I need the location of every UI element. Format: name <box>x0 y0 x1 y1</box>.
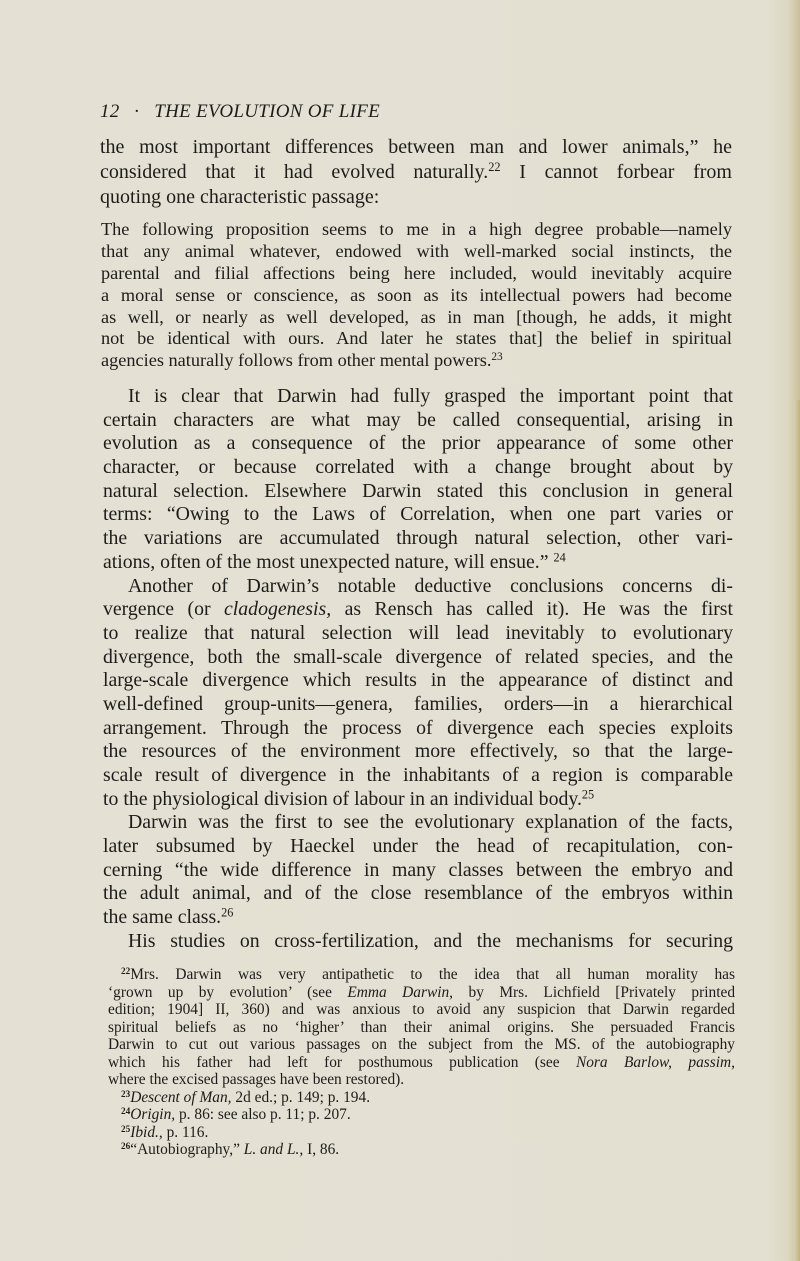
text-line <box>103 669 733 693</box>
text-run: certain characters are what may be called consequential, arising in <box>103 408 733 431</box>
text-run: His studies on cross-fertilization, and the mechanisms for securing <box>128 929 733 952</box>
text-run: the most important differences between man and lower animals,” he <box>100 136 732 158</box>
footnote-line <box>108 1089 735 1107</box>
footnote-reference: 26 <box>121 1140 131 1151</box>
quote-line <box>101 350 732 372</box>
italic-text: Ibid., <box>130 1123 163 1141</box>
quote-line <box>101 263 732 285</box>
paragraph <box>103 930 733 954</box>
text-run: as Rensch has called it). He was the first <box>331 598 733 621</box>
quote-line <box>101 241 732 263</box>
footnote-reference: 24 <box>121 1105 131 1116</box>
text-line <box>103 906 733 930</box>
footnote-line <box>108 1071 735 1089</box>
text-line <box>100 185 732 210</box>
footnote-line <box>108 984 735 1002</box>
footnote-reference: 23 <box>491 351 503 364</box>
running-title: THE EVOLUTION OF LIFE <box>154 101 381 122</box>
text-run: edition; 1904] II, 360) and was anxious to avoid any suspicion that Darwin regarded <box>108 1001 735 1018</box>
text-line <box>103 693 733 717</box>
text-run: Another of Darwin’s notable deductive conclusions concerns di- <box>128 574 733 597</box>
text-run: as well, or nearly as well developed, as in man [though, he adds, it might <box>101 306 732 327</box>
header-separator: · <box>133 101 141 122</box>
quote-line <box>101 219 732 241</box>
text-line <box>103 527 733 551</box>
text-line <box>103 622 733 646</box>
text-run: to realize that natural selection will lead inevitably to evolutionary <box>103 621 733 644</box>
footnote-line <box>108 1054 735 1072</box>
italic-text: Origin, <box>130 1106 176 1123</box>
text-run: the variations are accumulated through natural selection, other vari- <box>103 527 733 550</box>
text-line <box>103 409 733 433</box>
paragraph <box>103 811 733 929</box>
text-line <box>103 835 733 859</box>
continued-paragraph <box>100 135 732 210</box>
footnote <box>108 1089 735 1107</box>
footnote-reference: 23 <box>121 1088 131 1099</box>
text-line <box>103 811 733 835</box>
quote-line <box>101 328 732 350</box>
text-run: by Mrs. Lichfield [Privately printed <box>453 983 736 1001</box>
text-run: spiritual beliefs as no ‘higher’ than their animal origins. She persuaded Francis <box>108 1018 735 1036</box>
paragraph <box>103 575 733 812</box>
text-line <box>103 456 733 480</box>
text-line <box>103 764 733 788</box>
text-line <box>103 930 733 954</box>
running-header <box>100 100 380 124</box>
footnote-line <box>108 1106 735 1124</box>
text-line <box>103 788 733 812</box>
italic-text: Nora Barlow, passim, <box>575 1053 735 1071</box>
text-run: cerning “the wide difference in many classes between the embryo and <box>103 858 733 881</box>
text-run: natural selection. Elsewhere Darwin stated this conclusion in general <box>103 479 733 502</box>
body-text <box>103 385 733 954</box>
text-run: Darwin was the first to see the evolutionary explanation of the facts, <box>128 811 733 834</box>
footnote-reference: 26 <box>221 905 234 920</box>
text-run: character, or because correlated with a change brought about by <box>103 456 733 479</box>
footnote-line <box>108 1019 735 1037</box>
text-run: I, 86. <box>303 1141 340 1158</box>
text-run: which his father had left for posthumous publication (see <box>108 1053 576 1071</box>
paragraph <box>103 385 733 575</box>
text-run: that any animal whatever, endowed with well-marked social instincts, the <box>101 240 732 261</box>
text-line <box>103 551 733 575</box>
text-run: The following proposition seems to me in a high degree probable—namely <box>101 219 732 239</box>
text-run: Mrs. Darwin was very antipathetic to the idea that all human morality has <box>130 966 735 983</box>
text-run: It is clear that Darwin had fully grasped the important point that <box>128 385 733 407</box>
footnotes <box>108 966 735 1159</box>
text-run: where the excised passages have been restored). <box>108 1071 405 1088</box>
footnote-line <box>108 1036 735 1054</box>
text-run: the adult animal, and of the close resemblance of the embryos within <box>103 882 733 905</box>
footnote <box>108 966 735 1089</box>
italic-text: cladogenesis, <box>224 598 332 621</box>
text-line <box>103 882 733 906</box>
footnote <box>108 1124 735 1142</box>
text-run: evolution as a consequence of the prior appearance of some other <box>103 432 733 455</box>
text-run: the same class. <box>103 906 222 929</box>
footnote-line <box>108 1124 735 1142</box>
quote-line <box>101 307 732 329</box>
text-run: “Autobiography,” <box>130 1141 244 1158</box>
text-run: quoting one characteristic passage: <box>100 186 380 208</box>
quote-line <box>101 285 732 307</box>
text-run: p. 86: see also p. 11; p. 207. <box>175 1106 351 1123</box>
text-line <box>100 135 732 160</box>
text-run: 2d ed.; p. 149; p. 194. <box>231 1088 371 1106</box>
footnote-line <box>108 966 735 984</box>
text-line <box>103 717 733 741</box>
text-run: large-scale divergence which results in the appearance of distinct and <box>103 669 733 692</box>
footnote-reference: 22 <box>488 160 501 175</box>
italic-text: L. and L., <box>243 1141 304 1158</box>
footnote-line <box>108 1141 735 1159</box>
text-run: arrangement. Through the process of divergence each species exploits <box>103 716 733 739</box>
footnote-reference: 24 <box>553 550 566 565</box>
italic-text: Emma Darwin, <box>347 983 454 1001</box>
text-run: ‘grown up by evolution’ (see <box>108 983 348 1001</box>
text-run: divergence, both the small-scale divergence of related species, and the <box>103 645 733 668</box>
text-run: Darwin to cut out various passages on the subject from the MS. of the autobiography <box>108 1036 735 1053</box>
text-line <box>103 859 733 883</box>
text-run: later subsumed by Haeckel under the head of recapitulation, con- <box>103 835 733 858</box>
footnote-reference: 25 <box>121 1123 131 1134</box>
text-run: p. 116. <box>162 1123 209 1141</box>
text-line <box>103 503 733 527</box>
text-run: not be identical with ours. And later he states that] the belief in spiritual <box>101 328 732 349</box>
text-run: to the physiological division of labour in an individual body. <box>103 787 582 810</box>
text-line <box>103 598 733 622</box>
text-line <box>103 385 733 409</box>
text-run: vergence (or <box>103 598 225 621</box>
text-run: parental and filial affections being here included, would inevitably acquire <box>101 262 732 283</box>
text-run: well-defined group-units—genera, families, orders—in a hierarchical <box>103 692 733 715</box>
text-line <box>103 740 733 764</box>
footnote-reference: 25 <box>581 786 595 801</box>
text-run: considered that it had evolved naturally. <box>100 161 489 183</box>
book-page-edge <box>794 400 800 1261</box>
text-run: agencies naturally follows from other mental powers. <box>101 350 492 371</box>
italic-text: Descent of Man, <box>130 1088 232 1106</box>
text-line <box>103 646 733 670</box>
text-run: the resources of the environment more effectively, so that the large- <box>103 740 733 763</box>
text-run: I cannot forbear from <box>500 161 732 183</box>
footnote-line <box>108 1001 735 1019</box>
text-run: terms: “Owing to the Laws of Correlation, when one part varies or <box>103 503 733 526</box>
block-quotation <box>101 219 732 372</box>
footnote <box>108 1106 735 1124</box>
text-line <box>103 575 733 599</box>
text-line <box>103 480 733 504</box>
footnote-reference: 22 <box>121 965 131 976</box>
footnote <box>108 1141 735 1159</box>
text-line <box>103 432 733 456</box>
text-run: a moral sense or conscience, as soon as its intellectual powers had become <box>101 284 732 305</box>
page-number: 12 <box>100 101 120 122</box>
text-run: ations, often of the most unexpected nature, will ensue.” <box>103 550 554 573</box>
text-line <box>100 160 732 185</box>
text-run: scale result of divergence in the inhabitants of a region is comparable <box>103 764 733 786</box>
